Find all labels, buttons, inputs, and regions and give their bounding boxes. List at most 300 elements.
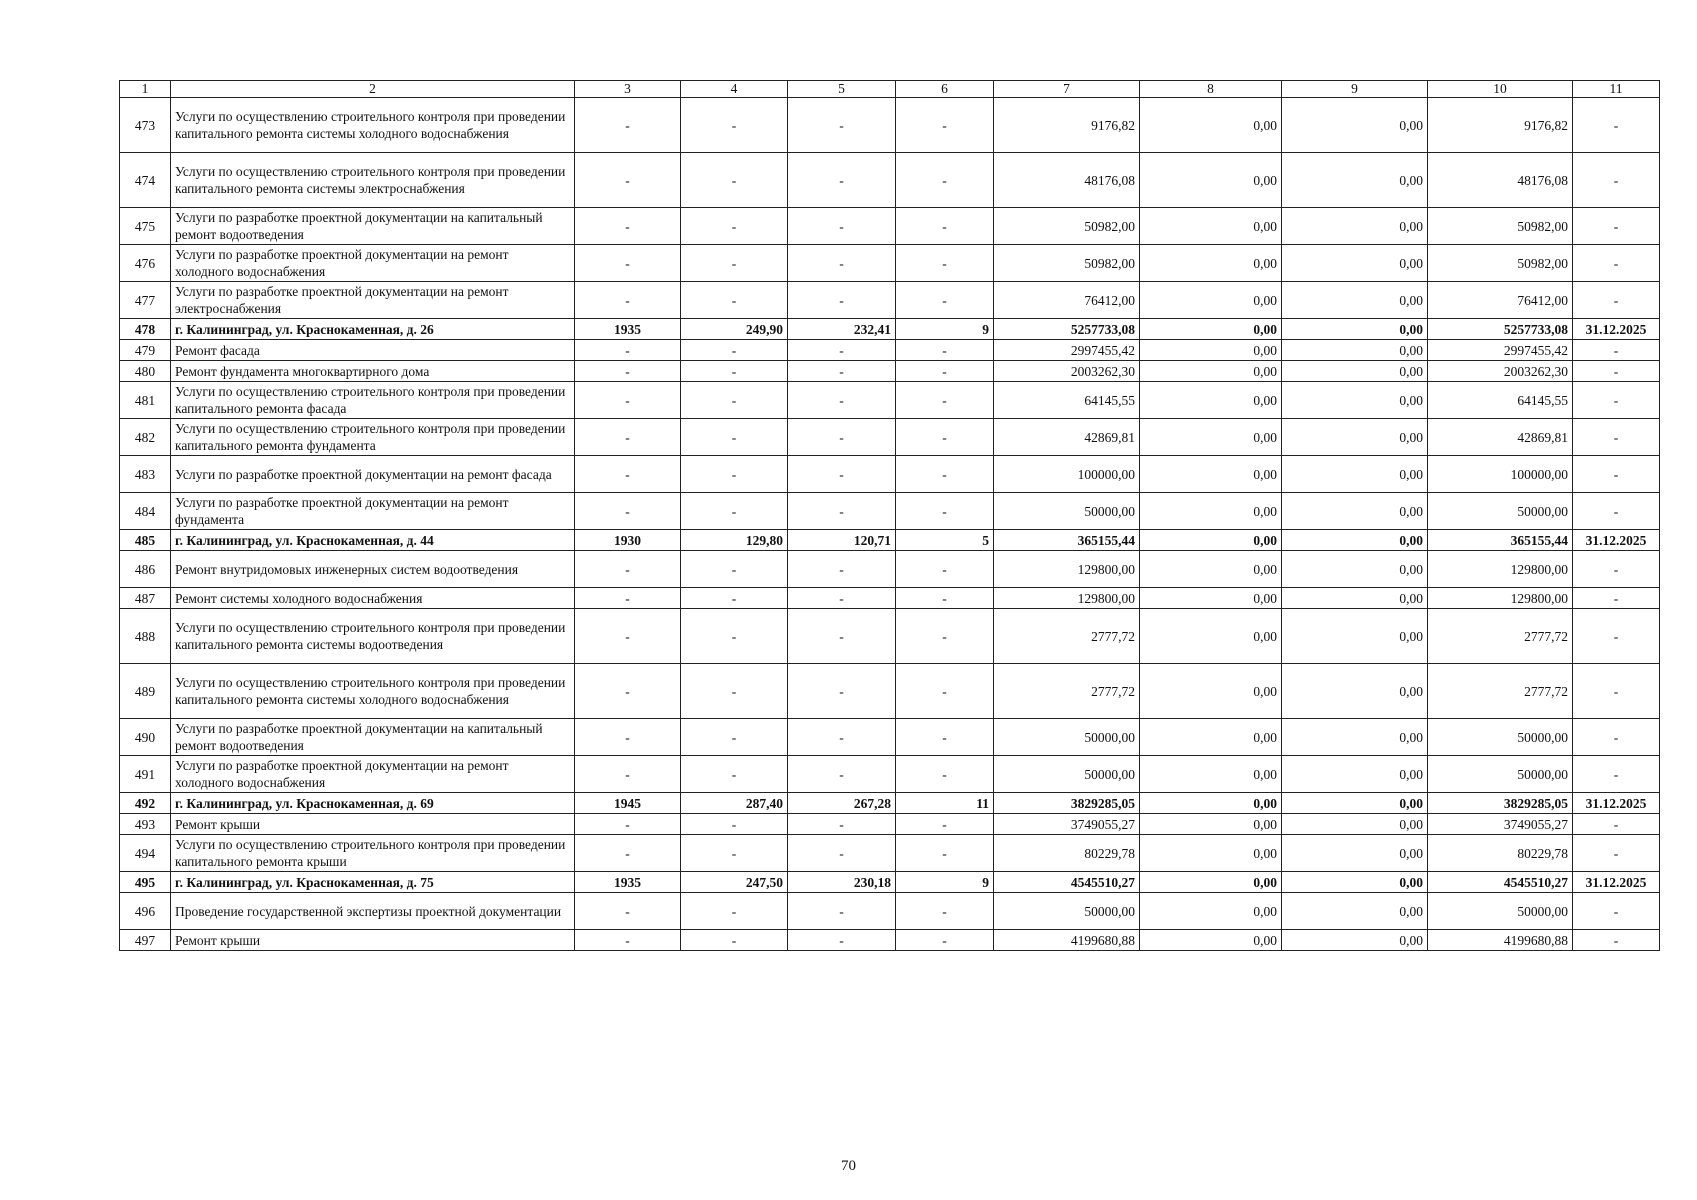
row-description: Ремонт внутридомовых инженерных систем водоотведения [171, 551, 575, 588]
col10-value-cell: 5257733,08 [1428, 319, 1573, 340]
row-number: 490 [120, 719, 171, 756]
total-cost-cell: 3829285,05 [994, 793, 1140, 814]
year-built-cell: 1945 [575, 793, 681, 814]
col8-value-cell: 0,00 [1140, 98, 1282, 153]
row-number: 485 [120, 530, 171, 551]
col9-value-cell: 0,00 [1282, 361, 1428, 382]
row-number: 474 [120, 153, 171, 208]
col9-value-cell: 0,00 [1282, 793, 1428, 814]
row-description: г. Калининград, ул. Краснокаменная, д. 26 [171, 319, 575, 340]
header-cell-3: 3 [575, 81, 681, 98]
col5-value-cell: - [788, 835, 896, 872]
col9-value-cell: 0,00 [1282, 664, 1428, 719]
year-built-cell: - [575, 98, 681, 153]
col6-value-cell: - [896, 456, 994, 493]
work-item-row [120, 756, 1660, 793]
row-number: 492 [120, 793, 171, 814]
row-number: 488 [120, 609, 171, 664]
year-built-cell: - [575, 551, 681, 588]
col9-value-cell: 0,00 [1282, 493, 1428, 530]
year-built-cell: 1935 [575, 319, 681, 340]
col4-value-cell: - [681, 551, 788, 588]
col4-value-cell: - [681, 208, 788, 245]
col9-value-cell: 0,00 [1282, 609, 1428, 664]
col10-value-cell: 50000,00 [1428, 719, 1573, 756]
deadline-cell: - [1573, 835, 1660, 872]
col4-value-cell: - [681, 756, 788, 793]
col10-value-cell: 3829285,05 [1428, 793, 1573, 814]
year-built-cell: - [575, 756, 681, 793]
col8-value-cell: 0,00 [1140, 930, 1282, 951]
col9-value-cell: 0,00 [1282, 719, 1428, 756]
col4-value-cell: - [681, 930, 788, 951]
total-cost-cell: 2777,72 [994, 664, 1140, 719]
col4-value-cell: - [681, 835, 788, 872]
col5-value-cell: - [788, 282, 896, 319]
col8-value-cell: 0,00 [1140, 551, 1282, 588]
col6-value-cell: 5 [896, 530, 994, 551]
header-cell-9: 9 [1282, 81, 1428, 98]
col6-value-cell: - [896, 282, 994, 319]
row-number: 480 [120, 361, 171, 382]
year-built-cell: - [575, 153, 681, 208]
total-cost-cell: 50000,00 [994, 719, 1140, 756]
col4-value-cell: - [681, 719, 788, 756]
col5-value-cell: - [788, 719, 896, 756]
row-number: 487 [120, 588, 171, 609]
total-cost-cell: 80229,78 [994, 835, 1140, 872]
page-number: 70 [841, 1158, 856, 1174]
header-cell-1: 1 [120, 81, 171, 98]
deadline-cell: - [1573, 361, 1660, 382]
col10-value-cell: 2003262,30 [1428, 361, 1573, 382]
row-number: 493 [120, 814, 171, 835]
col6-value-cell: - [896, 551, 994, 588]
row-number: 495 [120, 872, 171, 893]
col6-value-cell: - [896, 835, 994, 872]
col6-value-cell: - [896, 245, 994, 282]
col4-value-cell: - [681, 419, 788, 456]
col10-value-cell: 50000,00 [1428, 893, 1573, 930]
year-built-cell: - [575, 930, 681, 951]
col9-value-cell: 0,00 [1282, 530, 1428, 551]
row-description: Услуги по осуществлению строительного контроля при проведении капитального ремонта системы электроснабжения [171, 153, 575, 208]
year-built-cell: - [575, 814, 681, 835]
row-description: г. Калининград, ул. Краснокаменная, д. 44 [171, 530, 575, 551]
deadline-cell: - [1573, 419, 1660, 456]
col5-value-cell: - [788, 382, 896, 419]
row-number: 486 [120, 551, 171, 588]
work-item-row [120, 588, 1660, 609]
deadline-cell: - [1573, 756, 1660, 793]
work-item-row [120, 930, 1660, 951]
col9-value-cell: 0,00 [1282, 814, 1428, 835]
row-description: г. Калининград, ул. Краснокаменная, д. 69 [171, 793, 575, 814]
col5-value-cell: - [788, 930, 896, 951]
col10-value-cell: 50982,00 [1428, 208, 1573, 245]
row-description: Услуги по разработке проектной документации на капитальный ремонт водоотведения [171, 719, 575, 756]
col5-value-cell: 267,28 [788, 793, 896, 814]
col4-value-cell: - [681, 588, 788, 609]
total-cost-cell: 4199680,88 [994, 930, 1140, 951]
col6-value-cell: - [896, 340, 994, 361]
col10-value-cell: 129800,00 [1428, 551, 1573, 588]
col10-value-cell: 50000,00 [1428, 756, 1573, 793]
row-description: Услуги по осуществлению строительного контроля при проведении капитального ремонта фасада [171, 382, 575, 419]
row-number: 481 [120, 382, 171, 419]
col9-value-cell: 0,00 [1282, 551, 1428, 588]
col9-value-cell: 0,00 [1282, 153, 1428, 208]
col4-value-cell: - [681, 382, 788, 419]
col5-value-cell: - [788, 588, 896, 609]
row-number: 473 [120, 98, 171, 153]
year-built-cell: - [575, 719, 681, 756]
col6-value-cell: - [896, 493, 994, 530]
year-built-cell: - [575, 361, 681, 382]
total-cost-cell: 129800,00 [994, 588, 1140, 609]
work-item-row [120, 835, 1660, 872]
row-description: Услуги по разработке проектной документации на ремонт фундамента [171, 493, 575, 530]
col5-value-cell: - [788, 551, 896, 588]
col9-value-cell: 0,00 [1282, 930, 1428, 951]
year-built-cell: - [575, 893, 681, 930]
deadline-cell: - [1573, 930, 1660, 951]
year-built-cell: - [575, 588, 681, 609]
col6-value-cell: - [896, 382, 994, 419]
col4-value-cell: - [681, 98, 788, 153]
work-item-row [120, 208, 1660, 245]
total-cost-cell: 76412,00 [994, 282, 1140, 319]
col6-value-cell: - [896, 361, 994, 382]
col9-value-cell: 0,00 [1282, 319, 1428, 340]
total-cost-cell: 9176,82 [994, 98, 1140, 153]
col5-value-cell: 120,71 [788, 530, 896, 551]
header-cell-6: 6 [896, 81, 994, 98]
year-built-cell: - [575, 282, 681, 319]
header-cell-11: 11 [1573, 81, 1660, 98]
work-item-row [120, 609, 1660, 664]
col10-value-cell: 80229,78 [1428, 835, 1573, 872]
deadline-cell: - [1573, 245, 1660, 282]
col10-value-cell: 64145,55 [1428, 382, 1573, 419]
col9-value-cell: 0,00 [1282, 282, 1428, 319]
col10-value-cell: 48176,08 [1428, 153, 1573, 208]
deadline-cell: 31.12.2025 [1573, 872, 1660, 893]
work-item-row [120, 719, 1660, 756]
col10-value-cell: 3749055,27 [1428, 814, 1573, 835]
work-item-row [120, 664, 1660, 719]
deadline-cell: - [1573, 382, 1660, 419]
col5-value-cell: - [788, 664, 896, 719]
row-description: г. Калининград, ул. Краснокаменная, д. 75 [171, 872, 575, 893]
col10-value-cell: 9176,82 [1428, 98, 1573, 153]
col4-value-cell: - [681, 456, 788, 493]
header-cell-7: 7 [994, 81, 1140, 98]
total-cost-cell: 50000,00 [994, 893, 1140, 930]
year-built-cell: - [575, 664, 681, 719]
col10-value-cell: 4545510,27 [1428, 872, 1573, 893]
col4-value-cell: 287,40 [681, 793, 788, 814]
col6-value-cell: - [896, 419, 994, 456]
deadline-cell: - [1573, 456, 1660, 493]
col9-value-cell: 0,00 [1282, 456, 1428, 493]
col4-value-cell: - [681, 493, 788, 530]
deadline-cell: - [1573, 588, 1660, 609]
col6-value-cell: - [896, 588, 994, 609]
total-cost-cell: 42869,81 [994, 419, 1140, 456]
col6-value-cell: - [896, 893, 994, 930]
col9-value-cell: 0,00 [1282, 98, 1428, 153]
col10-value-cell: 50982,00 [1428, 245, 1573, 282]
deadline-cell: - [1573, 664, 1660, 719]
col6-value-cell: - [896, 814, 994, 835]
row-description: Услуги по разработке проектной документации на ремонт электроснабжения [171, 282, 575, 319]
col6-value-cell: - [896, 664, 994, 719]
col10-value-cell: 76412,00 [1428, 282, 1573, 319]
col6-value-cell: 9 [896, 872, 994, 893]
col8-value-cell: 0,00 [1140, 814, 1282, 835]
row-number: 482 [120, 419, 171, 456]
col6-value-cell: - [896, 609, 994, 664]
header-cell-4: 4 [681, 81, 788, 98]
col8-value-cell: 0,00 [1140, 245, 1282, 282]
work-item-row [120, 419, 1660, 456]
col8-value-cell: 0,00 [1140, 588, 1282, 609]
row-description: Ремонт фундамента многоквартирного дома [171, 361, 575, 382]
address-row [120, 872, 1660, 893]
work-item-row [120, 98, 1660, 153]
total-cost-cell: 64145,55 [994, 382, 1140, 419]
address-row [120, 319, 1660, 340]
row-number: 489 [120, 664, 171, 719]
col8-value-cell: 0,00 [1140, 340, 1282, 361]
col4-value-cell: - [681, 282, 788, 319]
col5-value-cell: 232,41 [788, 319, 896, 340]
col5-value-cell: - [788, 340, 896, 361]
col9-value-cell: 0,00 [1282, 419, 1428, 456]
work-item-row [120, 551, 1660, 588]
year-built-cell: - [575, 208, 681, 245]
col10-value-cell: 50000,00 [1428, 493, 1573, 530]
header-cell-2: 2 [171, 81, 575, 98]
col6-value-cell: 9 [896, 319, 994, 340]
work-item-row [120, 153, 1660, 208]
row-description: Услуги по осуществлению строительного контроля при проведении капитального ремонта фундамента [171, 419, 575, 456]
total-cost-cell: 5257733,08 [994, 319, 1140, 340]
col10-value-cell: 2777,72 [1428, 609, 1573, 664]
total-cost-cell: 365155,44 [994, 530, 1140, 551]
col8-value-cell: 0,00 [1140, 361, 1282, 382]
col8-value-cell: 0,00 [1140, 793, 1282, 814]
total-cost-cell: 50000,00 [994, 493, 1140, 530]
col8-value-cell: 0,00 [1140, 208, 1282, 245]
col5-value-cell: - [788, 419, 896, 456]
col8-value-cell: 0,00 [1140, 319, 1282, 340]
total-cost-cell: 3749055,27 [994, 814, 1140, 835]
col5-value-cell: - [788, 493, 896, 530]
col9-value-cell: 0,00 [1282, 208, 1428, 245]
col5-value-cell: 230,18 [788, 872, 896, 893]
deadline-cell: - [1573, 893, 1660, 930]
deadline-cell: - [1573, 609, 1660, 664]
deadline-cell: - [1573, 719, 1660, 756]
total-cost-cell: 50982,00 [994, 245, 1140, 282]
row-description: Ремонт фасада [171, 340, 575, 361]
col10-value-cell: 4199680,88 [1428, 930, 1573, 951]
col6-value-cell: - [896, 208, 994, 245]
col6-value-cell: - [896, 98, 994, 153]
col8-value-cell: 0,00 [1140, 756, 1282, 793]
col8-value-cell: 0,00 [1140, 893, 1282, 930]
year-built-cell: - [575, 245, 681, 282]
col4-value-cell: - [681, 893, 788, 930]
row-description: Услуги по разработке проектной документации на капитальный ремонт водоотведения [171, 208, 575, 245]
row-description: Ремонт системы холодного водоснабжения [171, 588, 575, 609]
deadline-cell: - [1573, 98, 1660, 153]
col5-value-cell: - [788, 456, 896, 493]
col8-value-cell: 0,00 [1140, 664, 1282, 719]
col5-value-cell: - [788, 98, 896, 153]
col4-value-cell: - [681, 153, 788, 208]
col8-value-cell: 0,00 [1140, 872, 1282, 893]
col9-value-cell: 0,00 [1282, 340, 1428, 361]
col4-value-cell: - [681, 245, 788, 282]
column-number-header-row [120, 81, 1660, 98]
year-built-cell: 1935 [575, 872, 681, 893]
col5-value-cell: - [788, 814, 896, 835]
total-cost-cell: 2777,72 [994, 609, 1140, 664]
col10-value-cell: 100000,00 [1428, 456, 1573, 493]
col8-value-cell: 0,00 [1140, 456, 1282, 493]
deadline-cell: - [1573, 282, 1660, 319]
col10-value-cell: 129800,00 [1428, 588, 1573, 609]
work-item-row [120, 361, 1660, 382]
col8-value-cell: 0,00 [1140, 835, 1282, 872]
row-number: 484 [120, 493, 171, 530]
header-cell-8: 8 [1140, 81, 1282, 98]
address-row [120, 530, 1660, 551]
col9-value-cell: 0,00 [1282, 588, 1428, 609]
col8-value-cell: 0,00 [1140, 530, 1282, 551]
year-built-cell: - [575, 419, 681, 456]
row-description: Проведение государственной экспертизы проектной документации [171, 893, 575, 930]
row-number: 491 [120, 756, 171, 793]
total-cost-cell: 100000,00 [994, 456, 1140, 493]
address-row [120, 793, 1660, 814]
col4-value-cell: - [681, 814, 788, 835]
col9-value-cell: 0,00 [1282, 835, 1428, 872]
col10-value-cell: 365155,44 [1428, 530, 1573, 551]
row-number: 478 [120, 319, 171, 340]
col6-value-cell: - [896, 930, 994, 951]
col10-value-cell: 2997455,42 [1428, 340, 1573, 361]
work-item-row [120, 456, 1660, 493]
col10-value-cell: 42869,81 [1428, 419, 1573, 456]
document-sheet [119, 80, 1659, 951]
col4-value-cell: - [681, 664, 788, 719]
col4-value-cell: - [681, 340, 788, 361]
col9-value-cell: 0,00 [1282, 245, 1428, 282]
data-table [119, 80, 1660, 951]
col5-value-cell: - [788, 756, 896, 793]
year-built-cell: - [575, 609, 681, 664]
col6-value-cell: 11 [896, 793, 994, 814]
deadline-cell: 31.12.2025 [1573, 319, 1660, 340]
deadline-cell: 31.12.2025 [1573, 530, 1660, 551]
col9-value-cell: 0,00 [1282, 872, 1428, 893]
col8-value-cell: 0,00 [1140, 493, 1282, 530]
year-built-cell: - [575, 493, 681, 530]
total-cost-cell: 4545510,27 [994, 872, 1140, 893]
row-number: 479 [120, 340, 171, 361]
row-description: Услуги по осуществлению строительного контроля при проведении капитального ремонта системы холодного водоснабжения [171, 98, 575, 153]
row-description: Услуги по осуществлению строительного контроля при проведении капитального ремонта крыши [171, 835, 575, 872]
work-item-row [120, 340, 1660, 361]
col4-value-cell: 247,50 [681, 872, 788, 893]
total-cost-cell: 48176,08 [994, 153, 1140, 208]
work-item-row [120, 493, 1660, 530]
col6-value-cell: - [896, 756, 994, 793]
deadline-cell: 31.12.2025 [1573, 793, 1660, 814]
col5-value-cell: - [788, 153, 896, 208]
work-item-row [120, 382, 1660, 419]
total-cost-cell: 2997455,42 [994, 340, 1140, 361]
row-description: Услуги по разработке проектной документации на ремонт холодного водоснабжения [171, 756, 575, 793]
row-number: 496 [120, 893, 171, 930]
col6-value-cell: - [896, 153, 994, 208]
col5-value-cell: - [788, 609, 896, 664]
col9-value-cell: 0,00 [1282, 893, 1428, 930]
work-item-row [120, 893, 1660, 930]
year-built-cell: - [575, 456, 681, 493]
col5-value-cell: - [788, 208, 896, 245]
total-cost-cell: 129800,00 [994, 551, 1140, 588]
header-cell-5: 5 [788, 81, 896, 98]
col8-value-cell: 0,00 [1140, 282, 1282, 319]
header-cell-10: 10 [1428, 81, 1573, 98]
deadline-cell: - [1573, 340, 1660, 361]
year-built-cell: - [575, 835, 681, 872]
row-description: Услуги по осуществлению строительного контроля при проведении капитального ремонта системы холодного водоснабжения [171, 664, 575, 719]
col8-value-cell: 0,00 [1140, 419, 1282, 456]
work-item-row [120, 245, 1660, 282]
col4-value-cell: - [681, 361, 788, 382]
deadline-cell: - [1573, 153, 1660, 208]
col10-value-cell: 2777,72 [1428, 664, 1573, 719]
col8-value-cell: 0,00 [1140, 609, 1282, 664]
total-cost-cell: 2003262,30 [994, 361, 1140, 382]
col9-value-cell: 0,00 [1282, 756, 1428, 793]
row-number: 477 [120, 282, 171, 319]
row-description: Услуги по осуществлению строительного контроля при проведении капитального ремонта системы водоотведения [171, 609, 575, 664]
work-item-row [120, 814, 1660, 835]
deadline-cell: - [1573, 814, 1660, 835]
col5-value-cell: - [788, 361, 896, 382]
work-item-row [120, 282, 1660, 319]
col5-value-cell: - [788, 893, 896, 930]
row-number: 475 [120, 208, 171, 245]
col6-value-cell: - [896, 719, 994, 756]
col8-value-cell: 0,00 [1140, 719, 1282, 756]
row-number: 476 [120, 245, 171, 282]
row-number: 483 [120, 456, 171, 493]
row-description: Ремонт крыши [171, 930, 575, 951]
deadline-cell: - [1573, 551, 1660, 588]
row-number: 497 [120, 930, 171, 951]
col8-value-cell: 0,00 [1140, 382, 1282, 419]
year-built-cell: - [575, 382, 681, 419]
year-built-cell: 1930 [575, 530, 681, 551]
